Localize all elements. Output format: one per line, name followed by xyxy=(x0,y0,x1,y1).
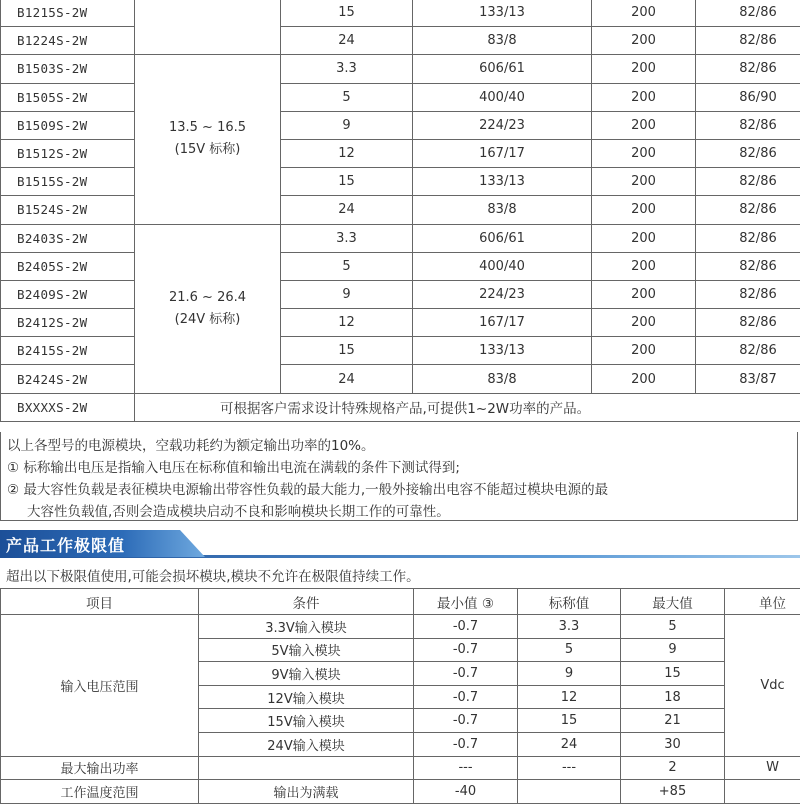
condition-cell: 12V输入模块 xyxy=(199,685,414,709)
output-current-cell: 400/40 xyxy=(413,252,592,280)
efficiency-cell: 82/86 xyxy=(696,55,800,83)
table-row xyxy=(1,615,800,639)
min-cell: -0.7 xyxy=(414,615,518,639)
output-current-cell: 167/17 xyxy=(413,139,592,167)
table-row xyxy=(1,224,800,252)
column-header: 最大值 xyxy=(621,589,725,615)
nominal-cell: 24 xyxy=(518,732,621,756)
note-no-load: 以上各型号的电源模块，空载功耗约为额定输出功率的10%。 xyxy=(7,435,797,457)
input-voltage-range-cell xyxy=(135,0,281,55)
max-cell: 30 xyxy=(621,732,725,756)
custom-note-cell: 可根据客户需求设计特殊规格产品,可提供1~2W功率的产品。 xyxy=(135,393,800,421)
output-current-cell: 167/17 xyxy=(413,309,592,337)
output-voltage-cell: 15 xyxy=(281,337,413,365)
capacitive-load-cell: 200 xyxy=(592,365,696,393)
capacitive-load-cell: 200 xyxy=(592,224,696,252)
input-voltage-range-cell xyxy=(135,55,281,224)
capacitive-load-cell: 200 xyxy=(592,139,696,167)
model-cell: B1512S-2W xyxy=(1,139,135,167)
capacitive-load-cell: 200 xyxy=(592,196,696,224)
output-current-cell: 133/13 xyxy=(413,168,592,196)
column-header: 项目 xyxy=(1,589,199,615)
output-current-cell: 224/23 xyxy=(413,111,592,139)
table-row xyxy=(1,280,800,308)
model-cell: B1509S-2W xyxy=(1,111,135,139)
capacitive-load-cell: 200 xyxy=(592,0,696,27)
max-cell: 18 xyxy=(621,685,725,709)
table-row xyxy=(1,0,800,27)
model-cell: B1505S-2W xyxy=(1,83,135,111)
capacitive-load-cell: 200 xyxy=(592,83,696,111)
note-2-cont: 大容性负载值,否则会造成模块启动不良和影响模块长期工作的可靠性。 xyxy=(7,501,797,523)
capacitive-load-cell: 200 xyxy=(592,280,696,308)
efficiency-cell: 82/86 xyxy=(696,196,800,224)
input-range-text: 13.5 ~ 16.5 xyxy=(135,117,280,139)
capacitive-load-cell: 200 xyxy=(592,252,696,280)
section-intro: 超出以下极限值使用,可能会损坏模块,模块不允许在极限值持续工作。 xyxy=(6,565,420,585)
note-1: ① 标称输出电压是指输入电压在标称值和输出电流在满载的条件下测试得到; xyxy=(7,457,797,479)
output-current-cell: 606/61 xyxy=(413,224,592,252)
cond-cell: 输出为满载 xyxy=(199,780,414,804)
nominal-cell: 15 xyxy=(518,709,621,733)
min-cell: -40 xyxy=(414,780,518,804)
cond-cell xyxy=(199,756,414,780)
output-voltage-cell: 3.3 xyxy=(281,224,413,252)
min-cell: -0.7 xyxy=(414,732,518,756)
unit-cell: Vdc xyxy=(725,615,800,757)
max-cell: 5 xyxy=(621,615,725,639)
min-cell: -0.7 xyxy=(414,662,518,686)
output-current-cell: 606/61 xyxy=(413,55,592,83)
condition-cell: 15V输入模块 xyxy=(199,709,414,733)
column-header: 单位 xyxy=(725,589,800,615)
custom-row xyxy=(1,393,800,421)
nominal-cell: 12 xyxy=(518,685,621,709)
table-row xyxy=(1,83,800,111)
model-cell: BXXXXS-2W xyxy=(1,393,135,421)
max-cell: 2 xyxy=(621,756,725,780)
unit-cell: W xyxy=(725,756,800,780)
table-row xyxy=(1,55,800,83)
column-header: 标称值 xyxy=(518,589,621,615)
condition-cell: 9V输入模块 xyxy=(199,662,414,686)
table-row xyxy=(1,337,800,365)
table-row xyxy=(1,309,800,337)
item-cell: 最大输出功率 xyxy=(1,756,199,780)
note-2: ② 最大容性负载是表征模块电源输出带容性负载的最大能力,一般外接输出电容不能超过模块电源的最 xyxy=(7,479,797,501)
nominal-cell: 3.3 xyxy=(518,615,621,639)
min-cell: -0.7 xyxy=(414,638,518,662)
efficiency-cell: 82/86 xyxy=(696,337,800,365)
table-row xyxy=(1,27,800,55)
section-title: 产品工作极限值 xyxy=(6,533,125,556)
column-header: 条件 xyxy=(199,589,414,615)
model-cell: B1503S-2W xyxy=(1,55,135,83)
table-row xyxy=(1,139,800,167)
capacitive-load-cell: 200 xyxy=(592,168,696,196)
table-row xyxy=(1,365,800,393)
output-voltage-cell: 3.3 xyxy=(281,55,413,83)
section-header xyxy=(0,530,800,560)
output-voltage-cell: 9 xyxy=(281,280,413,308)
output-current-cell: 133/13 xyxy=(413,0,592,27)
min-cell: -0.7 xyxy=(414,685,518,709)
table-row xyxy=(1,168,800,196)
input-voltage-range-cell xyxy=(135,224,281,393)
model-cell: B2409S-2W xyxy=(1,280,135,308)
condition-cell: 5V输入模块 xyxy=(199,638,414,662)
item-cell: 工作温度范围 xyxy=(1,780,199,804)
capacitive-load-cell: 200 xyxy=(592,337,696,365)
model-cell: B2415S-2W xyxy=(1,337,135,365)
condition-cell: 3.3V输入模块 xyxy=(199,615,414,639)
max-cell: 21 xyxy=(621,709,725,733)
condition-cell: 24V输入模块 xyxy=(199,732,414,756)
item-cell: 输入电压范围 xyxy=(1,615,199,757)
output-voltage-cell: 15 xyxy=(281,0,413,27)
output-voltage-cell: 24 xyxy=(281,27,413,55)
input-range-text: 21.6 ~ 26.4 xyxy=(135,287,280,309)
input-nominal-text: (15V 标称) xyxy=(135,139,280,161)
output-current-cell: 224/23 xyxy=(413,280,592,308)
table-row xyxy=(1,252,800,280)
table-row xyxy=(1,756,800,780)
model-cell: B1215S-2W xyxy=(1,0,135,27)
output-voltage-cell: 15 xyxy=(281,168,413,196)
efficiency-cell: 82/86 xyxy=(696,168,800,196)
table-row xyxy=(1,196,800,224)
output-voltage-cell: 24 xyxy=(281,196,413,224)
capacitive-load-cell: 200 xyxy=(592,111,696,139)
output-current-cell: 400/40 xyxy=(413,83,592,111)
output-voltage-cell: 24 xyxy=(281,365,413,393)
efficiency-cell: 86/90 xyxy=(696,83,800,111)
model-cell: B2405S-2W xyxy=(1,252,135,280)
nominal-cell: 5 xyxy=(518,638,621,662)
nominal-cell: 9 xyxy=(518,662,621,686)
efficiency-cell: 82/86 xyxy=(696,280,800,308)
output-current-cell: 83/8 xyxy=(413,196,592,224)
column-header: 最小值 ③ xyxy=(414,589,518,615)
model-cell: B2403S-2W xyxy=(1,224,135,252)
model-cell: B1224S-2W xyxy=(1,27,135,55)
efficiency-cell: 82/86 xyxy=(696,309,800,337)
max-cell: +85 xyxy=(621,780,725,804)
capacitive-load-cell: 200 xyxy=(592,27,696,55)
table-row xyxy=(1,111,800,139)
max-cell: 9 xyxy=(621,638,725,662)
input-nominal-text: (24V 标称) xyxy=(135,309,280,331)
output-current-cell: 133/13 xyxy=(413,337,592,365)
max-cell: 15 xyxy=(621,662,725,686)
model-cell: B1515S-2W xyxy=(1,168,135,196)
header-row xyxy=(1,589,800,615)
output-voltage-cell: 5 xyxy=(281,83,413,111)
capacitive-load-cell: 200 xyxy=(592,55,696,83)
limits-table xyxy=(0,588,800,804)
output-current-cell: 83/8 xyxy=(413,365,592,393)
efficiency-cell: 82/86 xyxy=(696,111,800,139)
efficiency-cell: 82/86 xyxy=(696,27,800,55)
output-voltage-cell: 12 xyxy=(281,139,413,167)
efficiency-cell: 82/86 xyxy=(696,224,800,252)
efficiency-cell: 82/86 xyxy=(696,139,800,167)
min-cell: -0.7 xyxy=(414,709,518,733)
efficiency-cell: 82/86 xyxy=(696,0,800,27)
output-voltage-cell: 9 xyxy=(281,111,413,139)
capacitive-load-cell: 200 xyxy=(592,309,696,337)
model-cell: B1524S-2W xyxy=(1,196,135,224)
notes-box xyxy=(0,432,798,521)
output-current-cell: 83/8 xyxy=(413,27,592,55)
efficiency-cell: 83/87 xyxy=(696,365,800,393)
efficiency-cell: 82/86 xyxy=(696,252,800,280)
min-cell: --- xyxy=(414,756,518,780)
model-cell: B2424S-2W xyxy=(1,365,135,393)
output-voltage-cell: 5 xyxy=(281,252,413,280)
model-cell: B2412S-2W xyxy=(1,309,135,337)
output-voltage-cell: 12 xyxy=(281,309,413,337)
nom-cell: --- xyxy=(518,756,621,780)
